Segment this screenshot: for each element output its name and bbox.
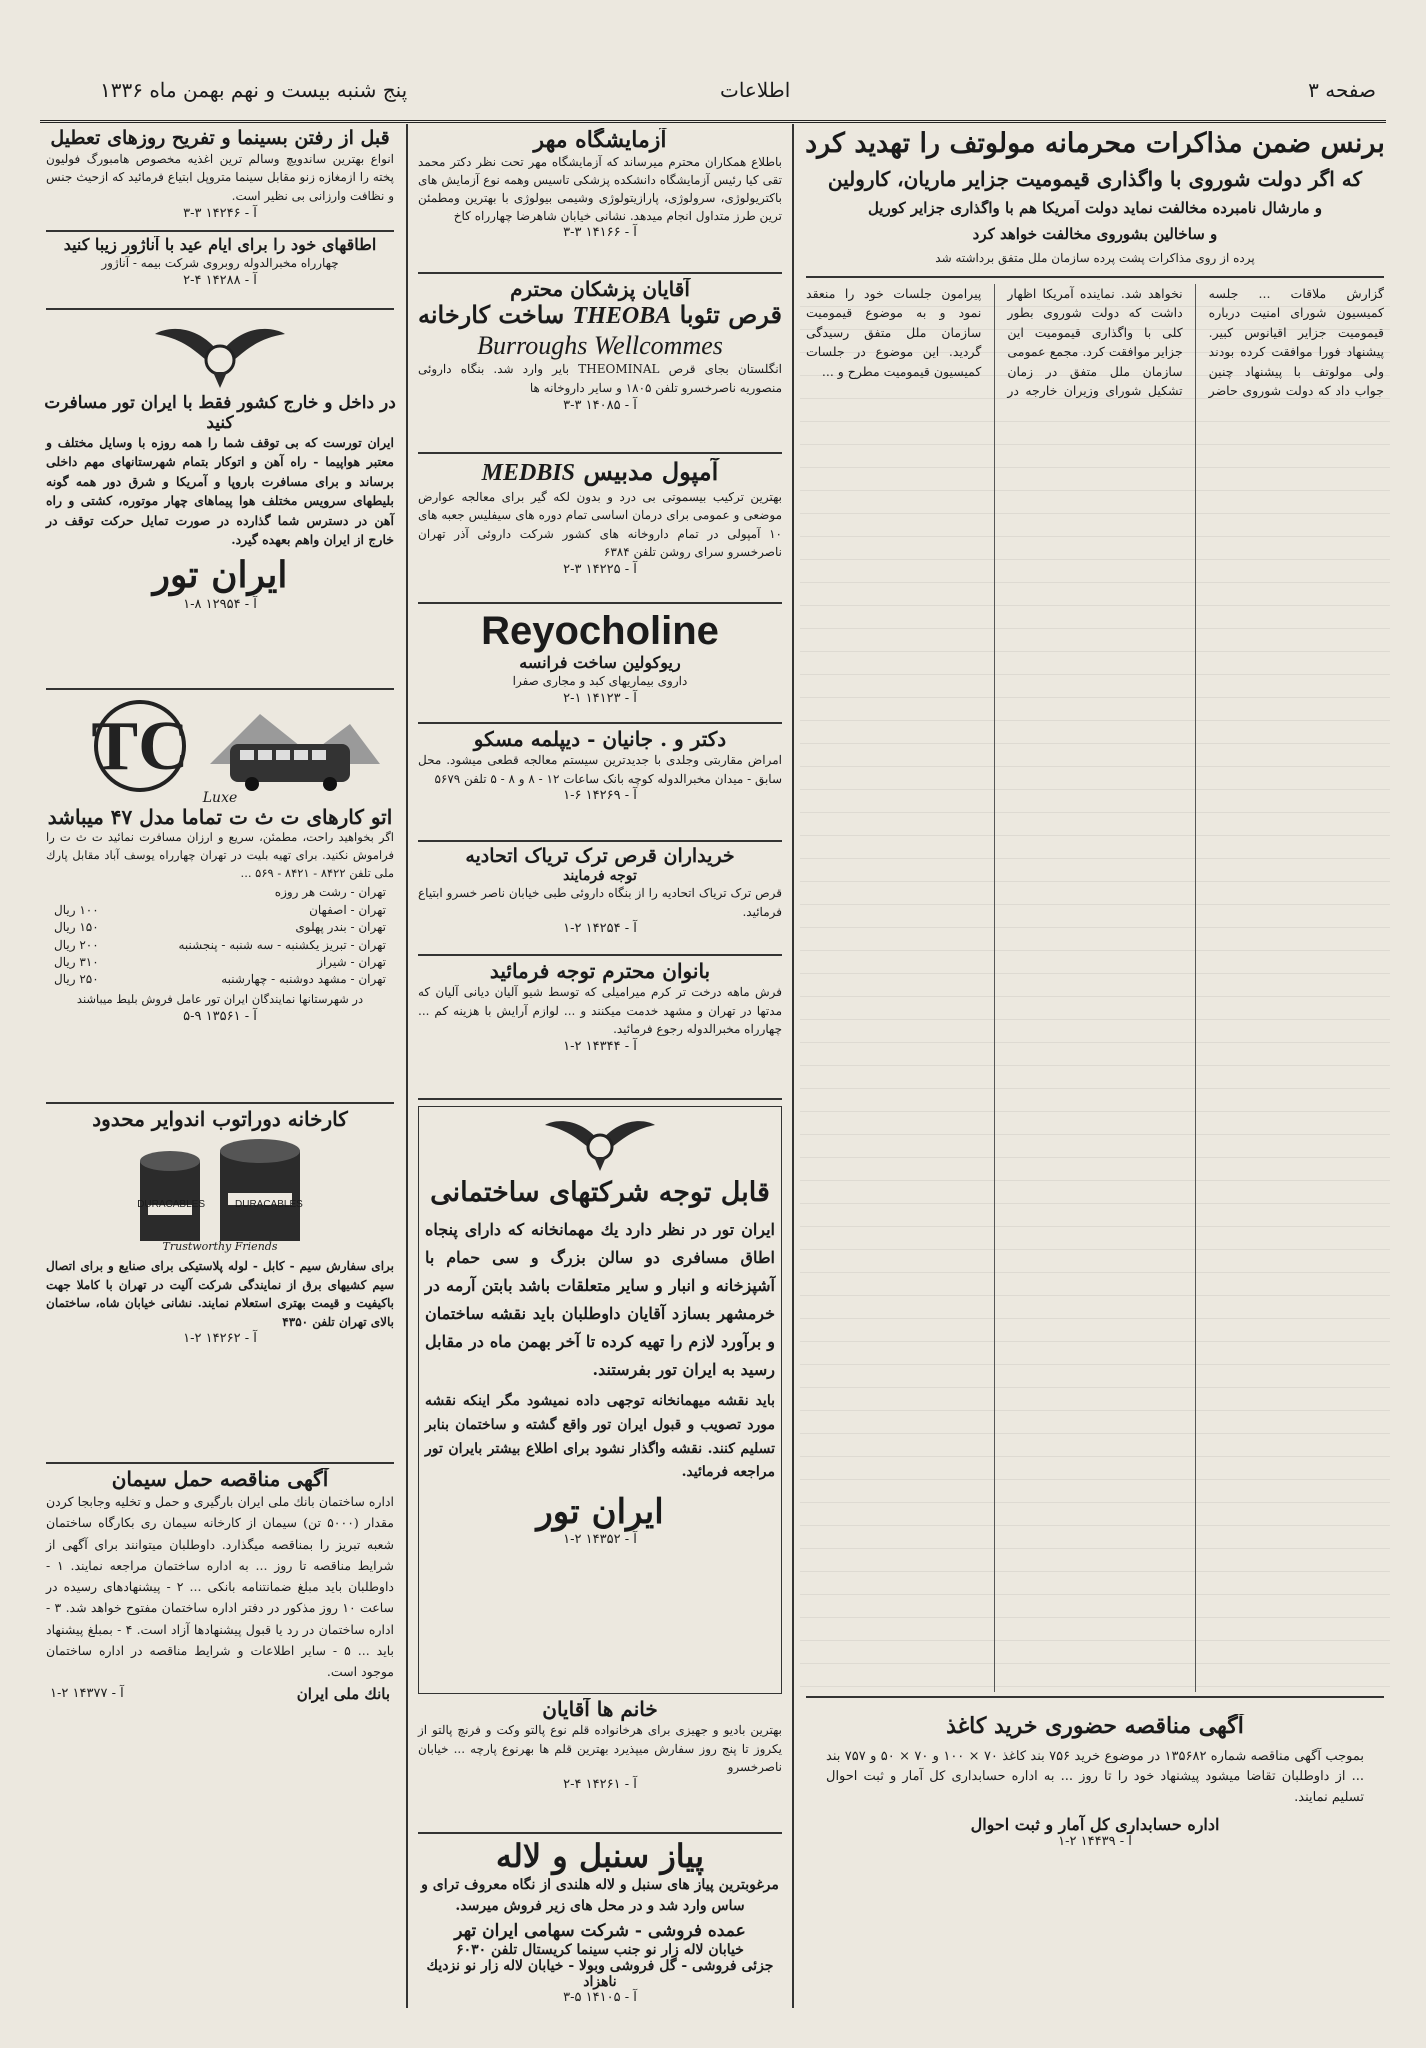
paper-tender-ad: [820, 1714, 1370, 1934]
duracable-code: آ - ۱۴۲۶۲ ۲-۱: [183, 1331, 257, 1347]
left-column: [40, 124, 400, 2008]
rule: [418, 840, 782, 842]
rule: [46, 1102, 394, 1104]
travel-brand: ایران تور: [152, 554, 288, 597]
construction-brand: ایران تور: [536, 1492, 664, 1533]
rule: [418, 954, 782, 956]
fare-route: تهران - مشهد دوشنبه - چهارشنبه: [221, 972, 386, 987]
rule: [418, 452, 782, 454]
ladies-hats-title: خانم ها آقایان: [542, 1698, 658, 1721]
medbis-title-row: [412, 458, 788, 488]
ittihadieh-code: آ - ۱۴۲۵۴ ۲-۱: [563, 921, 637, 937]
duracable-body: برای سفارش سیم - کابل - لوله پلاستیکی برای صنایع و برای اتصال سیم کشیهای برق از نمایندگی شرکت آلیت در تهران با کاملا جهت باکیفیت و قیمت بهتری استعلام نمایند. نشانی خیابان شاه، ساختمان بالای تهران تلفن ۴۳۵۰: [46, 1259, 394, 1329]
reyocholine-title-fa: ریوکولین: [622, 653, 681, 672]
lead-headline: برنس ضمن مذاکرات محرمانه مولوتف را تهدید کرد: [805, 128, 1385, 159]
rule: [46, 230, 394, 232]
fare-price: ۱۰۰ ریال: [54, 902, 99, 917]
theoba-title-fa: قرص تئوبا: [679, 300, 782, 329]
paper-tender-title: آگهی مناقصه حضوری خرید کاغذ: [946, 1714, 1244, 1739]
medbis-ad: [412, 458, 788, 598]
lead-subhead-2-block: [800, 200, 1390, 224]
cement-tender-issuer: بانك ملی ایران: [296, 1685, 390, 1704]
construction-body: ایران تور در نظر دارد یك مهمانخانه که دارای پنجاه اطاق مسافری دو سالن بزرگ و سی حمام با آشپزخانه و انبار و سایر متعلقات باشد بابتن آرمه در خرمشهر بسازد آقایان داوطلبان باید نقشه ساختمان و برآورد لازم را تهیه کرده تا آخر بهمن ماه در مقابل رسید به ایران تور بفرستند.: [425, 1220, 775, 1380]
lead-rule: [806, 276, 1384, 278]
duracable-label-2: DURACABLES: [235, 1199, 303, 1210]
lead-column: [800, 124, 1390, 2008]
irantour-travel-ad: [40, 314, 400, 684]
reyocholine-ad: [412, 608, 788, 718]
ladies-notice-ad: [412, 960, 788, 1094]
fare-route: تهران - اصفهان: [309, 902, 386, 917]
ittihadieh-ad: [412, 846, 788, 950]
fare-row: [54, 902, 386, 919]
theoba-title-row: [412, 301, 788, 331]
rule: [46, 1462, 394, 1464]
theoba-code: آ - ۱۴۰۸۵ ۳-۳: [563, 397, 637, 413]
rule: [418, 272, 782, 274]
construction-note: باید نقشه میهمانخانه توجهی داده نمیشود مگر اینکه نقشه مورد تصویب و قبول ایران تور واقع گشته و ساختمان بنابر تسلیم کنند. نقشه واگذار نشود برای اطلاع بیشتر بایران تور مراجعه فرمائید.: [425, 1393, 775, 1481]
rule: [418, 722, 782, 724]
rule: [418, 1098, 782, 1100]
issue-date: پنج شنبه بیست و نهم بهمن ماه ۱۳۳۶: [100, 78, 408, 102]
lead-body: [800, 284, 1390, 1692]
cement-tender-ad: [40, 1468, 400, 2008]
travel-body: ایران تورست که بی توقف شما را همه روزه با وسایل مختلف و معتبر هواپیما - راه آهن و اتوکار بتمام شهرستانهای مهم داخلی برساند و برای مسافرت باروپا و آمریکا و شرق دور همه گونه بلیطهای سرویس مختلف هوا پیماهای چهار موتوره، کشتی و راه آهن در دسترس شما گذارده در صورت تمایل حرکت توقف در خارج از ایران واهم بعهده گیرد.: [46, 435, 394, 547]
doctor-title: دکتر و . جانیان - دیپلمه مسکو: [473, 728, 727, 751]
lead-intro: پرده از روی مذاکرات پشت پرده سازمان ملل متفق برداشته شد: [935, 252, 1255, 265]
reyocholine-maker: ساخت فرانسه: [519, 653, 617, 672]
masthead: [40, 70, 1386, 123]
ladies-notice-code: آ - ۱۴۳۴۴ ۲-۱: [563, 1038, 637, 1054]
lab-title: آزمایشگاه مهر: [533, 128, 667, 153]
theoba-maker-fa: ساخت کارخانه: [417, 300, 565, 329]
lead-intro-block: [800, 252, 1390, 274]
page-number: صفحه ۳: [1308, 78, 1376, 102]
lab-body: باطلاع همکاران محترم میرساند که آزمایشگاه مهر تحت نظر دکتر محمد تقی کیا رئیس آزمایشگاه دانشکده پزشکی تاسیس وهمه نوع آزمایش های باکتریولوژی، سرولوژی، پارازیتولوژی وشیمی بیولوژی با بهترین ومطمئن ترین طرز متداول انجام میدهد. نشانی خیابان شاهرضا چهارراه کاخ: [418, 155, 782, 224]
theoba-ad: [412, 278, 788, 448]
winged-emblem-icon: [150, 314, 290, 394]
ladies-hats-code: آ - ۱۴۲۶۱ ۴-۲: [563, 1776, 637, 1792]
duracable-label-1: DURACABLES: [137, 1199, 205, 1210]
fare-price: ۳۱۰ ریال: [54, 955, 99, 969]
aparat-title: اطاقهای خود را برای ایام عید با آناژور زیبا کنید: [63, 236, 377, 254]
lead-subhead-2: و مارشال نامبرده مخالفت نماید دولت آمریکا هم با واگذاری جزایر کوریل: [867, 200, 1323, 217]
construction-headline: قابل توجه شرکتهای ساختمانی: [430, 1177, 770, 1208]
tulip-ad: [412, 1838, 788, 2008]
fare-row: [54, 937, 386, 954]
irantour-construction-ad: [418, 1106, 782, 1694]
rule: [418, 1832, 782, 1834]
aparat-body: چهارراه مخبرالدوله روبروی شرکت بیمه - آناژور: [101, 256, 339, 271]
paper-tender-body: بموجب آگهی مناقصه شماره ۱۳۵۶۸۲ در موضوع خرید ۷۵۶ بند کاغذ ۷۰ × ۱۰۰ و ۷۰ × ۵۰ و ۷۵۷ بند ... از داوطلبان تقاضا میشود پیشنهاد خود را تا روز ... به اداره حسابداری کل آمار و ثبت احوال تسلیم نمایند.: [826, 1749, 1364, 1805]
paper-tender-issuer: اداره حسابداری کل آمار و ثبت احوال: [970, 1814, 1220, 1834]
theoba-greeting: آقایان پزشکان محترم: [510, 278, 690, 301]
svg-text:TC: TC: [91, 708, 189, 785]
paper-tender-code: آ - ۱۴۴۳۹ ۲-۱: [1058, 1834, 1132, 1850]
ittihadieh-title: خریداران قرص ترک تریاک اتحادیه: [465, 846, 735, 867]
cement-tender-code: آ - ۱۴۳۷۷ ۲-۱: [50, 1686, 124, 1702]
tulip-retail: جزئی فروشی - گل فروشی وبولا - خیابان لاله زار نو نزدیك ناهزاد: [426, 1957, 774, 1990]
reyocholine-body: داروی بیماریهای کبد و مجاری صفرا: [512, 674, 688, 689]
column-rule: [406, 124, 408, 2008]
reyocholine-title-row: [412, 654, 788, 672]
medbis-body: بهترین ترکیب بیسموتی بی درد و بدون لکه گیر برای معالجه عوارض موضعی و عمومی برای درمان اساسی تمام دوره های سیفلیس جعبه های ۱۰ آمپولی در تمام داروخانه های کشور شرکت داروئی آذر تهران ناصرخسرو سرای روشن تلفن ۶۳۸۴: [418, 489, 782, 560]
construction-code: آ - ۱۴۳۵۲ ۲-۱: [563, 1532, 637, 1548]
fare-route: تهران - رشت هر روزه: [274, 885, 386, 900]
doctor-code: آ - ۱۴۲۶۹ ۶-۱: [563, 788, 637, 804]
medbis-title-fa: آمپول مدبیس: [583, 458, 719, 486]
fare-route: تهران - شیراز: [317, 955, 386, 969]
ladies-hats-body: بهترین بادیو و جهیزی برای هرخانواده قلم نوع پالتو وکت و فرنچ پالتو از یکروز تا پنج روز سفارش میپذیرد بهترین قلم ها بهرنوع پارچه ... خیابان ناصرخسرو: [418, 1723, 782, 1775]
ladies-notice-body: فرش ماهه درخت تر کرم میرامیلی که توسط شیو آلیان دیانی آلیان که مدتها در تهران و مشهد خدمت میکنند و ... لوازم آرایش با هزینه کم ... چهارراه مخبرالدوله رجوع فرمائید.: [418, 985, 782, 1037]
fare-price: ۱۵۰ ریال: [54, 920, 99, 935]
cinema-body: انواع بهترین ساندویچ وسالم ترین اغذیه مخصوص هامبورگ فولیون پخته را ازمغازه زنو مقابل سینما متروپل ابتیاع فرمائید که ازحیث جنس و نظافت وارزانی بی نظیر است.: [46, 151, 394, 204]
column-rule: [792, 124, 794, 2008]
rule: [46, 308, 394, 310]
reyocholine-code: آ - ۱۴۱۲۳ ۱-۲: [563, 690, 637, 706]
lead-subhead-3-block: [800, 226, 1390, 250]
tulip-code: آ - ۱۴۱۰۵ ۵-۳: [563, 1990, 637, 2005]
paper-name: اطلاعات: [720, 78, 791, 102]
theoba-body: انگلستان بجای قرص THEOMINAL بایر وارد شد. بنگاه داروئی منصوریه ناصرخسرو تلفن ۱۸۰۵ و سایر داروخانه ها: [418, 362, 783, 396]
bus-brand: Luxe: [202, 790, 238, 806]
duracable-ad: [40, 1108, 400, 1458]
fare-price: ۲۵۰ ریال: [54, 972, 99, 987]
cinema-ad: [40, 128, 400, 228]
tbt-bus-ad: [40, 694, 400, 1098]
cement-tender-footer: [40, 1682, 400, 1707]
bus-body: اگر بخواهید راحت، مطمئن، سریع و ارزان مسافرت نمائید ت ث ت را فراموش نکنید. برای تهیه بلیت در تهران چهارراه یوسف آباد مقابل پارك ملی تلفن ۸۴۲۲ - ۸۴۲۱ - ۵۶۹ ...: [46, 830, 394, 880]
tulip-address: خیابان لاله زار نو جنب سینما کریستال تلفن ۶۰۳۰: [456, 1941, 744, 1958]
ladies-notice-title: بانوان محترم توجه فرمائید: [489, 960, 711, 983]
cinema-code: آ - ۱۴۲۴۶ ۳-۳: [183, 205, 257, 221]
aparat-ad: [40, 236, 400, 306]
theoba-title-en: THEOBA: [572, 303, 672, 329]
medbis-title-en: MEDBIS: [481, 460, 576, 486]
fare-row: [54, 884, 386, 901]
lead-body-text: گزارش ملاقات ... جلسه کمیسیون شورای امنیت درباره قیمومیت جزایر اقیانوس کبیر. پیشنهاد فورا موافقت کرده بودند ولی مولوتف با پیشنهاد چنین جواب داد که دولت شوروی حاضر نخواهد شد. نماینده آمریکا اظهار داشت که دولت شوروی بطور کلی با واگذاری قیمومیت این جزایر موافقت کرد. مجمع عمومی سازمان ملل متفق در زمان تشکیل شورای وزیران خارجه در پیرامون جلسات خود را منعقد نمود و به موضوع قیمومیت سازمان ملل متفق رسیدگی گردید. این موضوع در جلسات کمیسیون قیمومیت مطرح و ...: [806, 286, 1384, 398]
theoba-maker-en: Burroughs Wellcommes: [477, 330, 723, 360]
bus-footer: در شهرستانها نمایندگان ایران تور عامل فروش بلیط میباشند: [76, 991, 364, 1006]
tulip-title: پیاز سنبل و لاله: [495, 1838, 705, 1875]
rule: [46, 688, 394, 690]
tender-top-rule: [806, 1696, 1384, 1698]
rule: [418, 602, 782, 604]
lead-subhead-1-block: [800, 168, 1390, 198]
fare-row: [54, 971, 386, 988]
reyocholine-title-en: Reyocholine: [481, 609, 719, 653]
medbis-code: آ - ۱۴۲۲۵ ۳-۲: [563, 561, 637, 577]
ladies-hats-ad: [412, 1698, 788, 1828]
fare-row: [54, 954, 386, 971]
lab-ad: [412, 128, 788, 268]
fare-route: تهران - بندر پهلوی: [295, 920, 386, 935]
doctor-ad: [412, 728, 788, 836]
ittihadieh-body: قرص ترک تریاک اتحادیه را از بنگاه داروئی طبی خیابان ناصر خسرو ابتیاع فرمائید.: [418, 885, 782, 919]
cement-tender-body: اداره ساختمان بانك ملی ایران بارگیری و حمل و تخلیه وجابجا کردن مقدار (۵۰۰۰ تن) سیمان از کارخانه سیمان ری بکارگاه ساختمان شعبه تبریز را بمناقصه میگذارد. داوطلبان میتوانند برای آگهی از شرایط مناقصه تا روز ... به اداره ساختمان مراجعه نمایند. ۱ - داوطلبان باید مبلغ ضمانتنامه بانکی ... ۲ - پیشنهادهای رسیده در ساعت ۱۰ روز مذکور در دفتر اداره ساختمان مفتوح خواهد شد. ۳ - اداره ساختمان در رد یا قبول پیشنهادها آزاد است. ۴ - بمبلغ پیشنهاد باید ... ۵ - سایر اطلاعات و شرایط مناقصه در اداره ساختمان موجود است.: [46, 1494, 394, 1679]
middle-column: [412, 124, 788, 2008]
fare-route: تهران - تبریز یکشنبه - سه شنبه - پنجشنبه: [178, 937, 386, 952]
bus-code: آ - ۱۳۵۶۱ ۹-۵: [183, 1008, 257, 1024]
bus-title: اتو کارهای ت ث ت تماما مدل ۴۷ میباشد: [47, 805, 393, 829]
lead-subhead-3: و ساخالین بشوروی مخالفت خواهد کرد: [972, 226, 1218, 243]
fare-row: [54, 919, 386, 936]
cement-tender-title: آگهی مناقصه حمل سیمان: [111, 1468, 329, 1491]
lead-subhead-1: که اگر دولت شوروی با واگذاری قیمومیت جزایر ماریان، کارولین: [827, 168, 1363, 191]
aparat-code: آ - ۱۴۲۸۸ ۴-۲: [183, 272, 257, 288]
lead-headline-block: [800, 128, 1390, 164]
ittihadieh-subtitle: توجه فرمایند: [563, 867, 637, 884]
lab-code: آ - ۱۴۱۶۶ ۳-۳: [563, 225, 637, 241]
tulip-wholesale: عمده فروشی - شرکت سهامی ایران تهر: [454, 1921, 746, 1942]
fare-price: ۲۰۰ ریال: [54, 937, 99, 952]
bus-logo-icon: [60, 694, 380, 804]
cinema-title: قبل از رفتن بسینما و تفریح روزهای تعطیل: [50, 128, 390, 149]
duracable-title: کارخانه دوراتوب اندوایر محدود: [92, 1108, 348, 1131]
fare-table: [40, 882, 400, 990]
winged-emblem-icon: [540, 1107, 660, 1177]
travel-title: در داخل و خارج کشور فقط با ایران تور مسافرت کنید: [44, 393, 396, 433]
duracable-tagline: Trustworthy Friends: [162, 1240, 278, 1253]
doctor-body: امراض مقاربتی وجلدی با جدیدترین سیستم معالجه قطعی میشود. محل سابق - میدان مخبرالدوله کوچه بانک ساعات ۱۲ - ۸ و ۸ - ۵ تلفن ۵۶۷۹: [418, 753, 782, 786]
tulip-body: مرغوبترین پیاز های سنبل و لاله هلندی از نگاه معروف ترای و ساس وارد شد و در محل های زیر فروش میرسد.: [421, 1876, 779, 1915]
travel-code: آ - ۱۲۹۵۴ ۸-۱: [183, 596, 257, 612]
